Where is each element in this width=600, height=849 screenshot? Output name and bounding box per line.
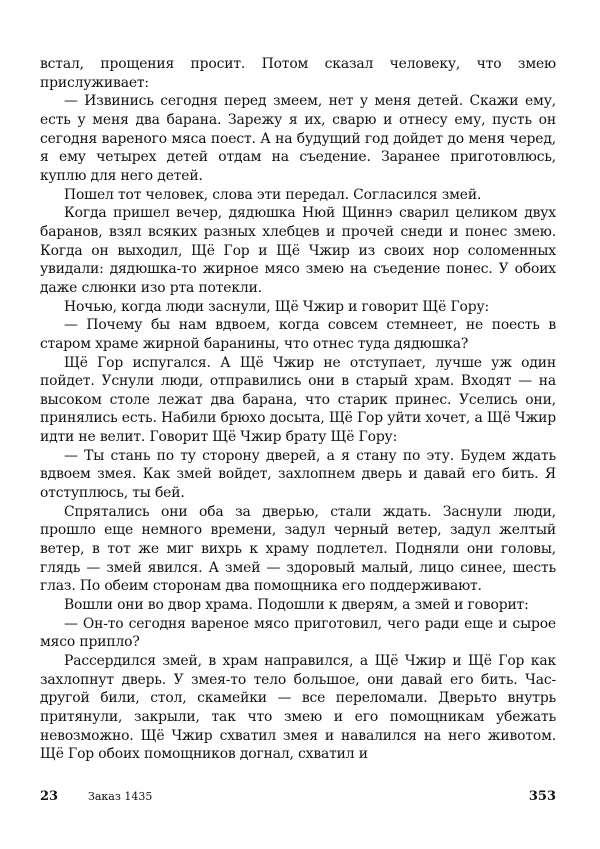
paragraph-3: Пошел тот человек, слова эти передал. Согласился змей.: [64, 186, 482, 203]
page-footer: [40, 789, 556, 809]
paragraph-12: Рассердился змей, в храм направился, а Щё Чжир и Щё Гор как захлопнут дверь. У змея-то тело большое, они давай его бить. Час-другой били, стол, скамейки — все переломали. Дверьто внутрь притянули, закрыли, так что змею и его помощникам убежать невозможно. Щё Чжир схватил змея и навалился на него животом. Щё Гор обоих помощников догнал, схватил и: [40, 653, 556, 763]
paragraph-2: — Извинись сегодня перед змеем, нет у меня детей. Скажи ему, есть у меня два барана. Зарежу я их, сварю и отнесу ему, пусть он сегодня вареного мяса поест. А на будущий год дойдет до меня черед, я ему четырех детей отдам на съедение. Заранее приготовлюсь, куплю для него детей.: [40, 93, 556, 184]
page-number: 353: [528, 789, 556, 804]
paragraph-11: — Он-то сегодня вареное мясо приготовил, чего ради еще и сырое мясо припло?: [40, 615, 556, 651]
paragraph-1: встал, прощения просит. Потом сказал человеку, что змею прислуживает:: [40, 56, 556, 91]
paragraph-5: Ночью, когда люди заснули, Щё Чжир и говорит Щё Гору:: [64, 298, 489, 315]
paragraph-10: Вошли они во двор храма. Подошли к дверям, а змей и говорит:: [64, 597, 529, 614]
body-text: [40, 55, 556, 764]
paragraph-4: Когда пришел вечер, дядюшка Нюй Щиннэ сварил целиком двух баранов, взял всяких разных хлебцев и прочей снеди и понес змею. Когда он выходил, Щё Гор и Щё Чжир из своих нор соломенных увидали: дядюшка-то жирное мясо змею на съедение понес. У обоих даже слюнки изо рта потекли.: [40, 205, 556, 296]
paragraph-9: Спрятались они оба за дверью, стали ждать. Заснули люди, прошло еще немного времени, задул черный ветер, задул желтый ветер, в тот же миг вихрь к храму подлетел. Подняли они головы, глядь — змей явился. А змей — здоровый малый, лицо синее, шесть глаз. По обеим сторонам два помощника его поддерживают.: [40, 503, 556, 595]
paragraph-8: — Ты стань по ту сторону дверей, а я стану по эту. Будем ждать вдвоем змея. Как змей войдет, захлопнем дверь и давай его бить. Я отступлюсь, ты бей.: [40, 447, 556, 502]
print-order-label: Заказ 1435: [88, 790, 153, 803]
paragraph-6: — Почему бы нам вдвоем, когда совсем стемнеет, не поесть в старом храме жирной баранины, что отнес туда дядюшка?: [40, 317, 556, 352]
signature-mark: 23: [40, 789, 59, 804]
paragraph-7: Щё Гор испугался. А Щё Чжир не отступает, лучше уж один пойдет. Уснули люди, отправились они в старый храм. Входят — на высоком столе лежат два барана, что старик принес. Уселись они, принялись есть. Набили брюхо досыта, Щё Гор уйти хочет, а Щё Чжир идти не велит. Говорит Щё Чжир брату Щё Гору:: [40, 354, 556, 446]
